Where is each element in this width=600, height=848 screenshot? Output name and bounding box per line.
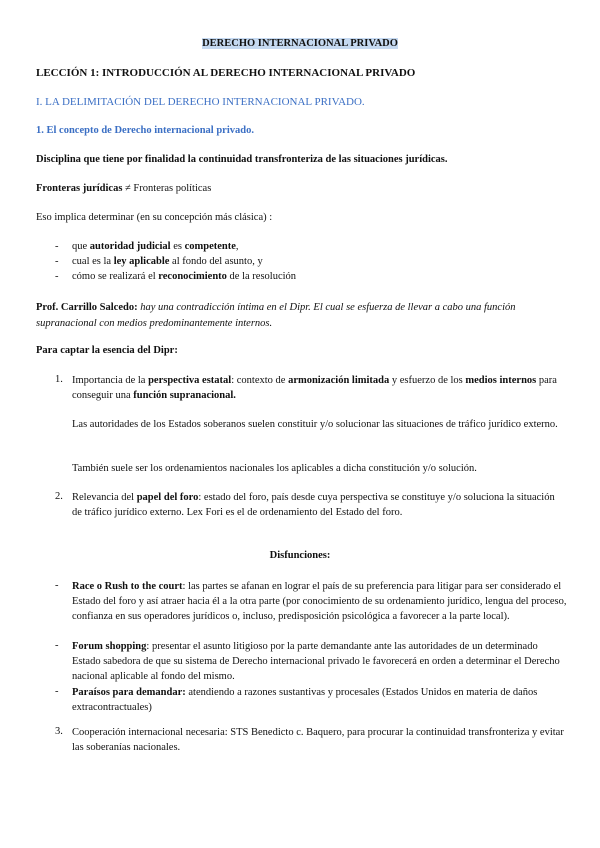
numbered-item-3: Cooperación internacional necesaria: STS Benedicto c. Baquero, para procurar la continuidad transfronteriza y evitar las soberanías nacionales. (72, 727, 564, 753)
text: atendiendo a razones sustantivas y procesales (Estados Unidos en materia de daños extracontractuales) (72, 687, 538, 713)
bold-text: medios internos (465, 375, 537, 386)
bold-text: armonización limitada (288, 375, 390, 386)
bullet-dash: - (55, 256, 59, 267)
bullet-dash: - (55, 241, 59, 252)
text: y esfuerzo de los (389, 375, 466, 386)
bold-text: Race o Rush to the court (72, 581, 183, 592)
text: es (170, 241, 185, 252)
list-number: 3. (55, 726, 63, 737)
bold-text: Paraísos para demandar: (72, 687, 186, 698)
bullet-dash: - (55, 640, 59, 651)
document-title: DERECHO INTERNACIONAL PRIVADO (202, 38, 398, 49)
list-number: 1. (55, 374, 63, 385)
numbered-item-2 (72, 490, 567, 520)
lesson-title: LECCIÓN 1: INTRODUCCIÓN AL DERECHO INTERNACIONAL PRIVADO (36, 67, 416, 79)
dysfunction-item (72, 685, 567, 715)
text: : estado del foro, país desde cuya perspectiva se constituye y/o soluciona la situación de tráfico jurídico externo. Lex Fori es el de ordenamiento del Estado del foro. (72, 492, 555, 518)
subsection-title: 1. El concepto de Derecho internacional privado. (36, 125, 254, 136)
list-item (72, 271, 296, 282)
bold-text: perspectiva estatal (148, 375, 232, 386)
text: al fondo del asunto, y (169, 256, 263, 267)
document-title-row (0, 38, 600, 49)
quote-text: hay una contradicción íntima en el Dipr. El cual se esfuerza de llevar a cabo una función supranacional con medios predominantemente internos. (36, 302, 516, 329)
bullet-dash: - (55, 580, 59, 591)
text: , (235, 241, 239, 252)
bold-text: papel del foro (136, 492, 199, 503)
text: cómo se realizará el (72, 271, 159, 282)
bold-text: reconocimiento (158, 271, 227, 282)
bullet-dash: - (55, 686, 59, 697)
borders-rest: ≠ Fronteras políticas (122, 183, 212, 194)
bold-text: Forum shopping (72, 641, 147, 652)
numbered-item-1-detail-2: También suele ser los ordenamientos nacionales los aplicables a dicha constitución y/o solución. (72, 463, 477, 474)
borders-bold: Fronteras jurídicas (36, 183, 123, 194)
essence-title: Para captar la esencia del Dipr: (36, 345, 178, 356)
dysfunction-item (72, 579, 567, 624)
quote-paragraph (36, 300, 566, 332)
dysfunctions-title: Disfunciones: (269, 550, 331, 561)
bold-text: función supranacional. (133, 390, 236, 401)
text: Importancia de la (72, 375, 149, 386)
text: : las partes se afanan en lograr el país de su preferencia para litigar para ser considerado el Estado del foro y así atraer hacia él a la otra parte (por conocimiento de su ordenamiento jurídico, lengua del proceso, confianza en sus operadores jurídicos o, incluso, predisposición psicológica a favorecer a la parte local). (72, 581, 567, 622)
text: para conseguir una (72, 375, 557, 401)
text: Relevancia del (72, 492, 137, 503)
text: que (72, 241, 90, 252)
bullet-dash: - (55, 271, 59, 282)
text: de la resolución (226, 271, 297, 282)
text: : presentar el asunto litigioso por la parte demandante ante las autoridades de un determinado Estado sabedora de que su sistema de Derecho internacional privado le favorecerá en orden a determinar el Derecho nacional aplicable al fondo del mismo. (72, 641, 560, 682)
numbered-item-1 (72, 373, 567, 403)
definition-text: Disciplina que tiene por finalidad la continuidad transfronteriza de las situaciones jurídicas. (36, 154, 448, 165)
list-number: 2. (55, 491, 63, 502)
quote-author: Prof. Carrillo Salcedo: (36, 302, 138, 313)
section-title: I. LA DELIMITACIÓN DEL DERECHO INTERNACIONAL PRIVADO. (36, 96, 365, 108)
bold-text: ley aplicable (113, 256, 170, 267)
bold-text: autoridad judicial (89, 241, 171, 252)
bold-text: competente (184, 241, 236, 252)
text: cual es la (72, 256, 114, 267)
borders-line (36, 183, 211, 194)
list-item (72, 241, 239, 252)
text: : contexto de (231, 375, 289, 386)
numbered-item-1-detail: Las autoridades de los Estados soberanos suelen constituir y/o solucionar las situaciones de tráfico jurídico externo. (72, 419, 558, 430)
dysfunction-item (72, 639, 567, 684)
implies-text: Eso implica determinar (en su concepción más clásica) : (36, 212, 273, 223)
list-item (72, 256, 263, 267)
